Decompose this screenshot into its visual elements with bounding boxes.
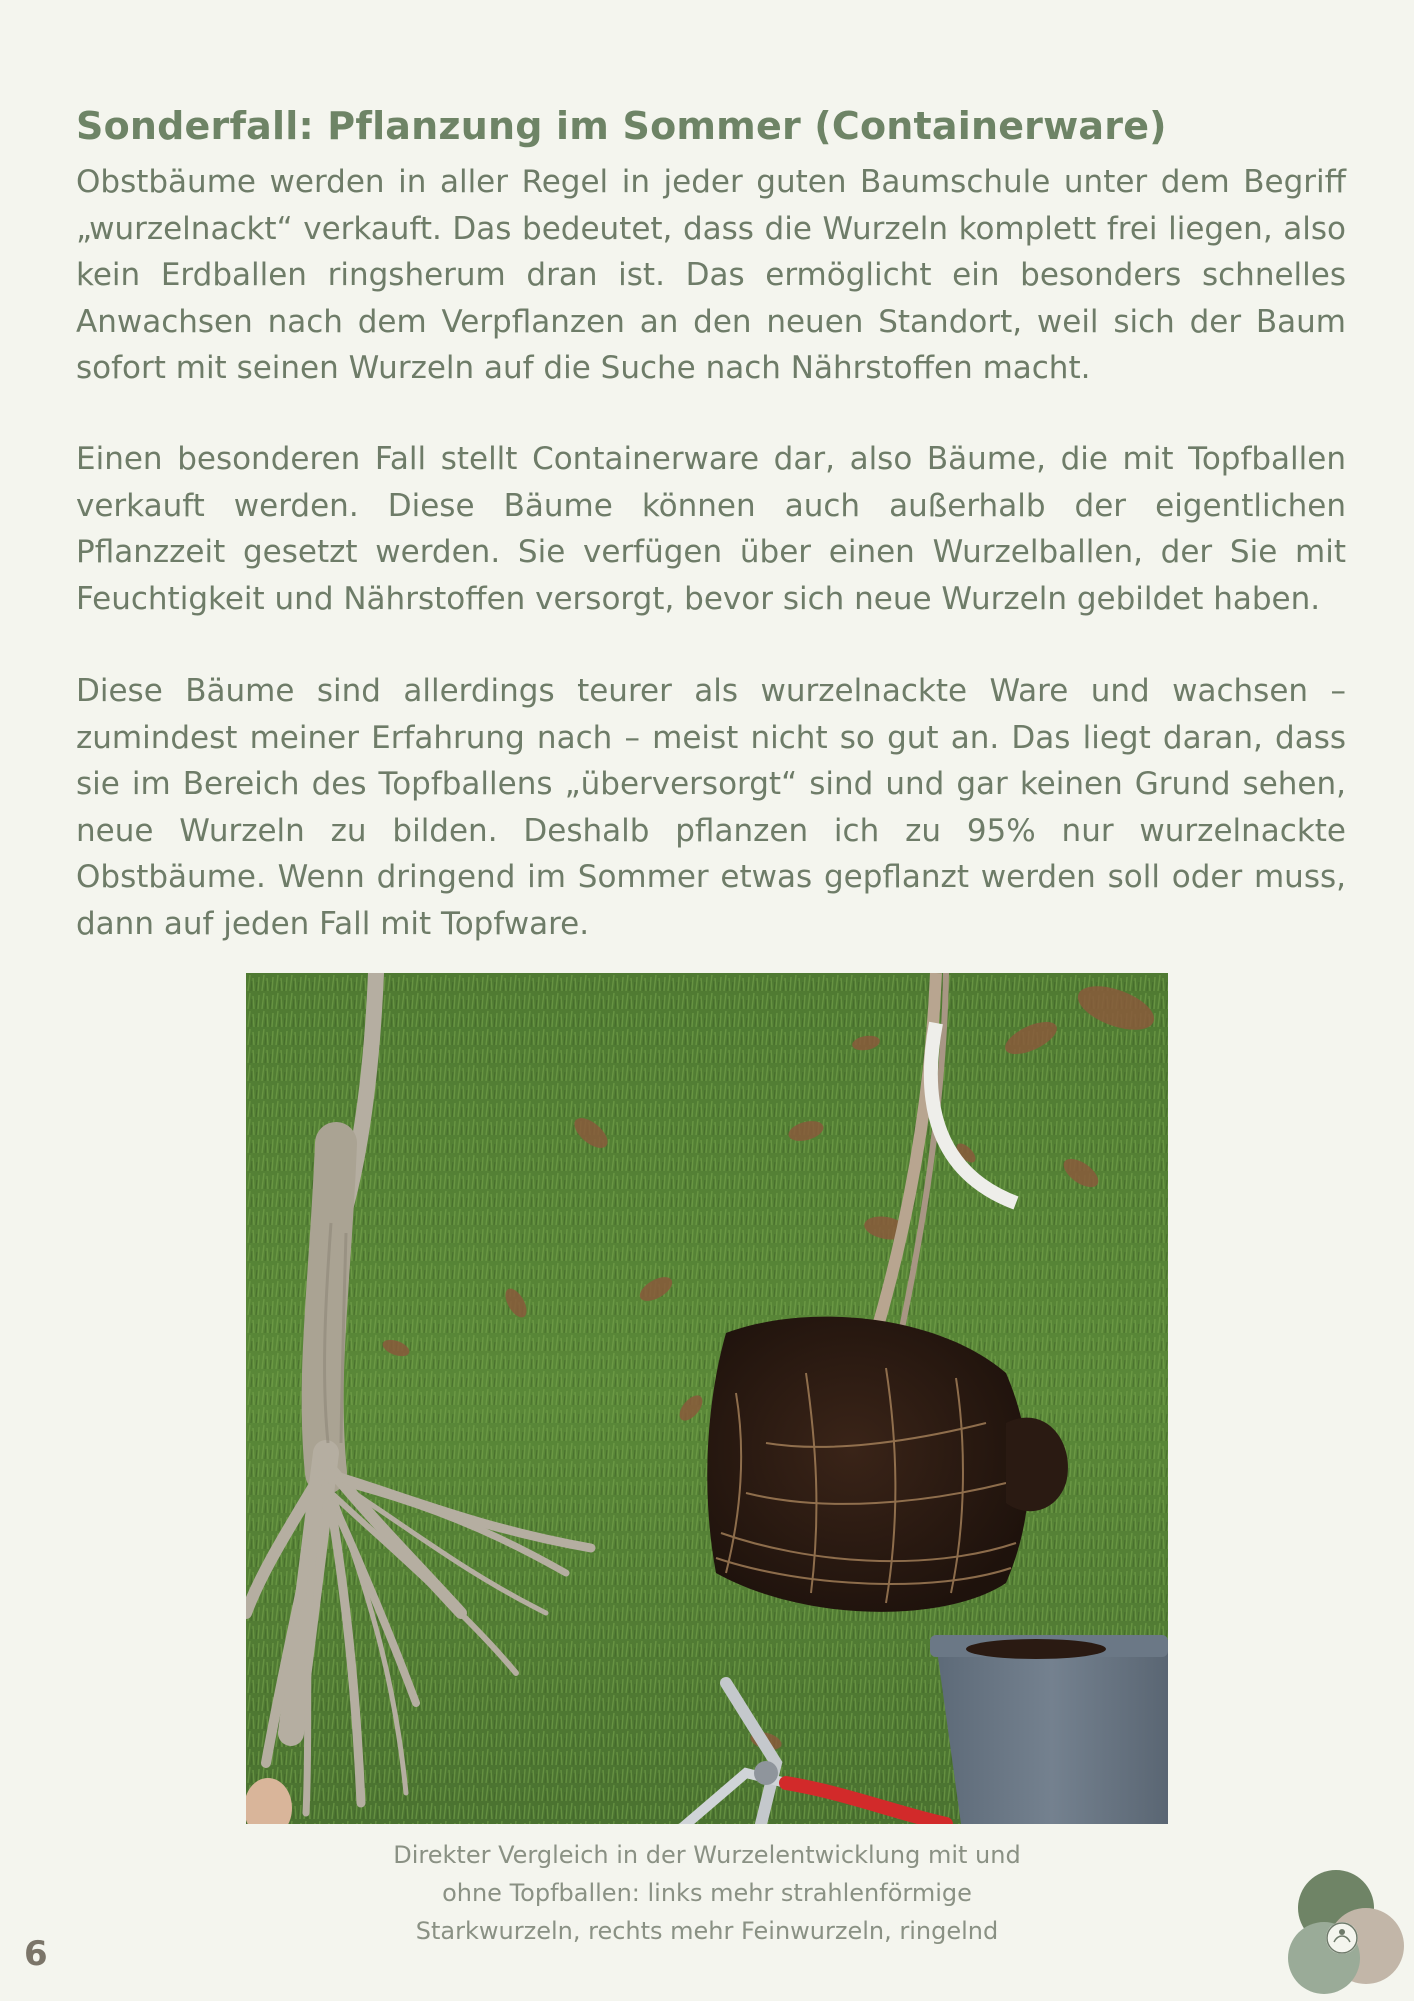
caption-line-2: ohne Topfballen: links mehr strahlenförmige xyxy=(442,1879,972,1907)
section-heading: Sonderfall: Pflanzung im Sommer (Containerware) xyxy=(76,104,1167,148)
caption-line-1: Direkter Vergleich in der Wurzelentwicklung mit und xyxy=(393,1841,1021,1869)
caption-line-3: Starkwurzeln, rechts mehr Feinwurzeln, ringelnd xyxy=(415,1917,999,1945)
paragraph-3: Diese Bäume sind allerdings teurer als wurzelnackte Ware und wachsen – zumindest meiner Erfahrung nach – meist nicht so gut an. Das liegt daran, dass sie im Bereich des Topfballens „überversorgt“ sind und gar keinen Grund sehen, neue Wurzeln zu bilden. Deshalb pflanzen ich zu 95% nur wurzelnackte Obstbäume. Wenn dringend im Sommer etwas gepflanzt werden soll oder muss, dann auf jeden Fall mit Topfware. xyxy=(76,673,1346,942)
photo-caption xyxy=(346,1836,1068,1950)
page-number: 6 xyxy=(24,1934,48,1974)
paragraph-2: Einen besonderen Fall stellt Containerware dar, also Bäume, die mit Topfballen verkauft werden. Diese Bäume können auch außerhalb der eigentlichen Pflanzzeit gesetzt werden. Sie verfügen über einen Wurzelballen, der Sie mit Feuchtigkeit und Nährstoffen versorgt, bevor sich neue Wurzeln gebildet haben. xyxy=(76,441,1346,617)
brand-logo xyxy=(1284,1868,1404,1996)
photo-roots-comparison xyxy=(246,973,1168,1824)
paragraph-1: Obstbäume werden in aller Regel in jeder guten Baumschule unter dem Begriff „wurzelnackt“ verkauft. Das bedeutet, dass die Wurzeln komplett frei liegen, also kein Erdballen ringsherum dran ist. Das ermöglicht ein besonders schnelles Anwachsen nach dem Verpflanzen an den neuen Standort, weil sich der Baum sofort mit seinen Wurzeln auf die Suche nach Nährstoffen macht. xyxy=(76,164,1346,386)
